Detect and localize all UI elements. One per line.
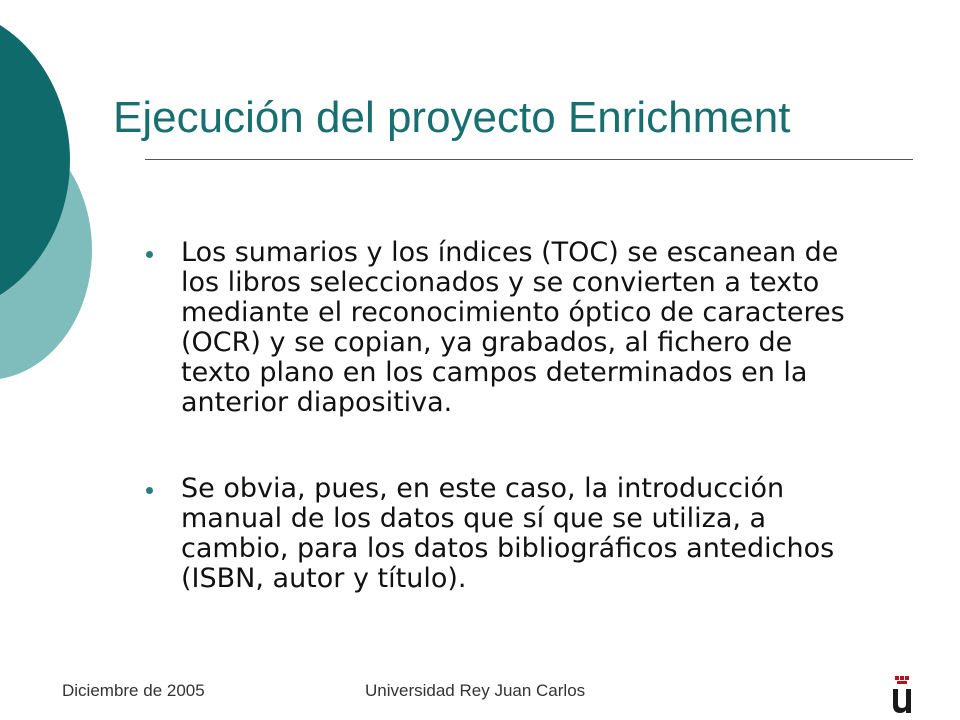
bullet-item bbox=[145, 474, 845, 594]
bullet-list bbox=[145, 238, 845, 594]
bullet-dot-icon bbox=[146, 251, 153, 258]
title-divider bbox=[145, 159, 913, 160]
bullet-text: Se obvia, pues, en este caso, la introducción manual de los datos que sí que se utiliza, a cambio, para los datos bibliográficos antedichos (ISBN, autor y título). bbox=[181, 473, 835, 594]
bullet-text: Los sumarios y los índices (TOC) se escanean de los libros seleccionados y se convierten a texto mediante el reconocimiento óptico de caracteres (OCR) y se copian, ya grabados, al fichero de texto plano en los campos determinados en la anterior diapositiva. bbox=[181, 237, 845, 418]
slide-title: Ejecución del proyecto Enrichment bbox=[113, 93, 791, 142]
footer-date: Diciembre de 2005 bbox=[62, 681, 205, 700]
urjc-logo-icon bbox=[888, 676, 916, 714]
bullet-dot-icon bbox=[146, 487, 153, 494]
bullet-item bbox=[145, 238, 845, 418]
footer-organization: Universidad Rey Juan Carlos bbox=[365, 681, 586, 700]
